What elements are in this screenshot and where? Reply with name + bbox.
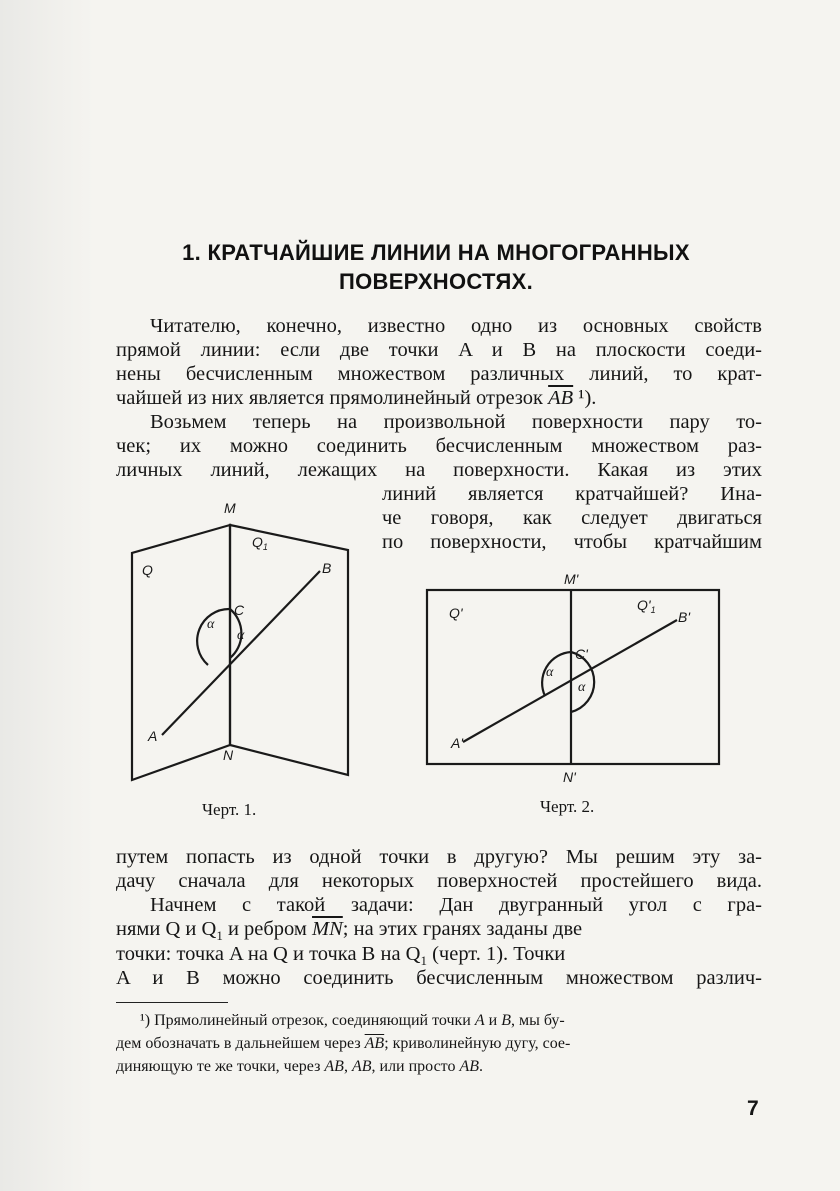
figure1-caption: Черт. 1. — [202, 800, 257, 819]
figure2-label-alpha2: α — [578, 680, 586, 695]
figure1-label-Q: Q — [142, 562, 153, 578]
figure2-label-B: B' — [678, 609, 691, 625]
para2-line5: че говоря, как следует двигаться — [382, 507, 762, 529]
figure1-segment-AB — [162, 571, 320, 735]
para2-line6: по поверхности, чтобы кратчайшим — [382, 531, 762, 553]
para2-line1: Возьмем теперь на произвольной поверхности пару то- — [150, 411, 762, 433]
section-heading-line1: 1. КРАТЧАЙШИЕ ЛИНИИ НА МНОГОГРАННЫХ — [182, 240, 690, 265]
para1-line3: нены бесчисленным множеством различных линий, то крат- — [116, 363, 762, 385]
para3-line1: Начнем с такой задачи: Дан двугранный угол с гра- — [150, 894, 762, 916]
para3-line3: точки: точка A на Q и точка B на $Q_1$ (черт. 1). Точки — [116, 943, 566, 969]
figure2-label-alpha1: α — [546, 665, 554, 680]
figure1-label-A: A — [148, 728, 158, 744]
page-gutter-shade — [0, 0, 95, 1191]
para2-line4: линий является кратчайшей? Ина- — [382, 483, 762, 505]
figure1-label-alpha2: α — [237, 628, 245, 643]
figure2-label-Q1: $Q'_1$ — [637, 597, 656, 615]
figure1-label-B: B — [322, 560, 332, 576]
figure1-label-alpha1: α — [207, 617, 215, 632]
para1-line1: Читателю, конечно, известно одно из основных свойств — [150, 315, 762, 337]
para2-line2: чек; их можно соединить бесчисленным множеством раз- — [116, 435, 762, 457]
figure2-label-M: M' — [564, 571, 579, 587]
figure2-label-A: A' — [451, 735, 464, 751]
figure2-label-Q: Q' — [449, 605, 463, 621]
figure1-dihedral-angle — [110, 495, 380, 795]
figure1-label-Q1: $Q_1$ — [252, 534, 268, 552]
footnote-line2: дем обозначать в дальнейшем через $\overline{AB}$; криволинейную дугу, сое- — [116, 1035, 571, 1052]
section-heading-line2: ПОВЕРХНОСТЯХ. — [339, 269, 533, 294]
para2-line8: дачу сначала для некоторых поверхностей простейшего вида. — [116, 870, 762, 892]
footnote-line3: диняющую те же точки, через AB, AB, или просто AB. — [116, 1058, 483, 1075]
para2-line3: личных линий, лежащих на поверхности. Какая из этих — [116, 459, 762, 481]
para2-line7: путем попасть из одной точки в другую? Мы решим эту за- — [116, 846, 762, 868]
figure1-label-N: N — [223, 747, 234, 763]
figure2-label-N: N' — [563, 769, 576, 785]
figure2-label-C: C' — [575, 646, 588, 662]
figure2-unfolded-plane — [405, 570, 745, 790]
para3-line4: A и B можно соединить бесчисленным множеством различ- — [116, 967, 762, 989]
footnote-line1: ¹) Прямолинейный отрезок, соединяющий точки A и B, мы бу- — [140, 1012, 565, 1029]
figure2-caption: Черт. 2. — [540, 797, 595, 816]
para3-line2: нями Q и $Q_1$ и ребром $\overline{MN}$; на этих гранях заданы две — [116, 918, 583, 944]
footnote-rule — [116, 1002, 228, 1003]
para1-line4: чайшей из них является прямолинейный отрезок $\overline{AB}$ ¹). — [116, 387, 597, 409]
figure1-label-C: C — [234, 602, 245, 618]
para1-line2: прямой линии: если две точки A и B на плоскости соеди- — [116, 339, 762, 361]
figure1-label-M: M — [224, 500, 236, 516]
page-number: 7 — [747, 1097, 759, 1120]
